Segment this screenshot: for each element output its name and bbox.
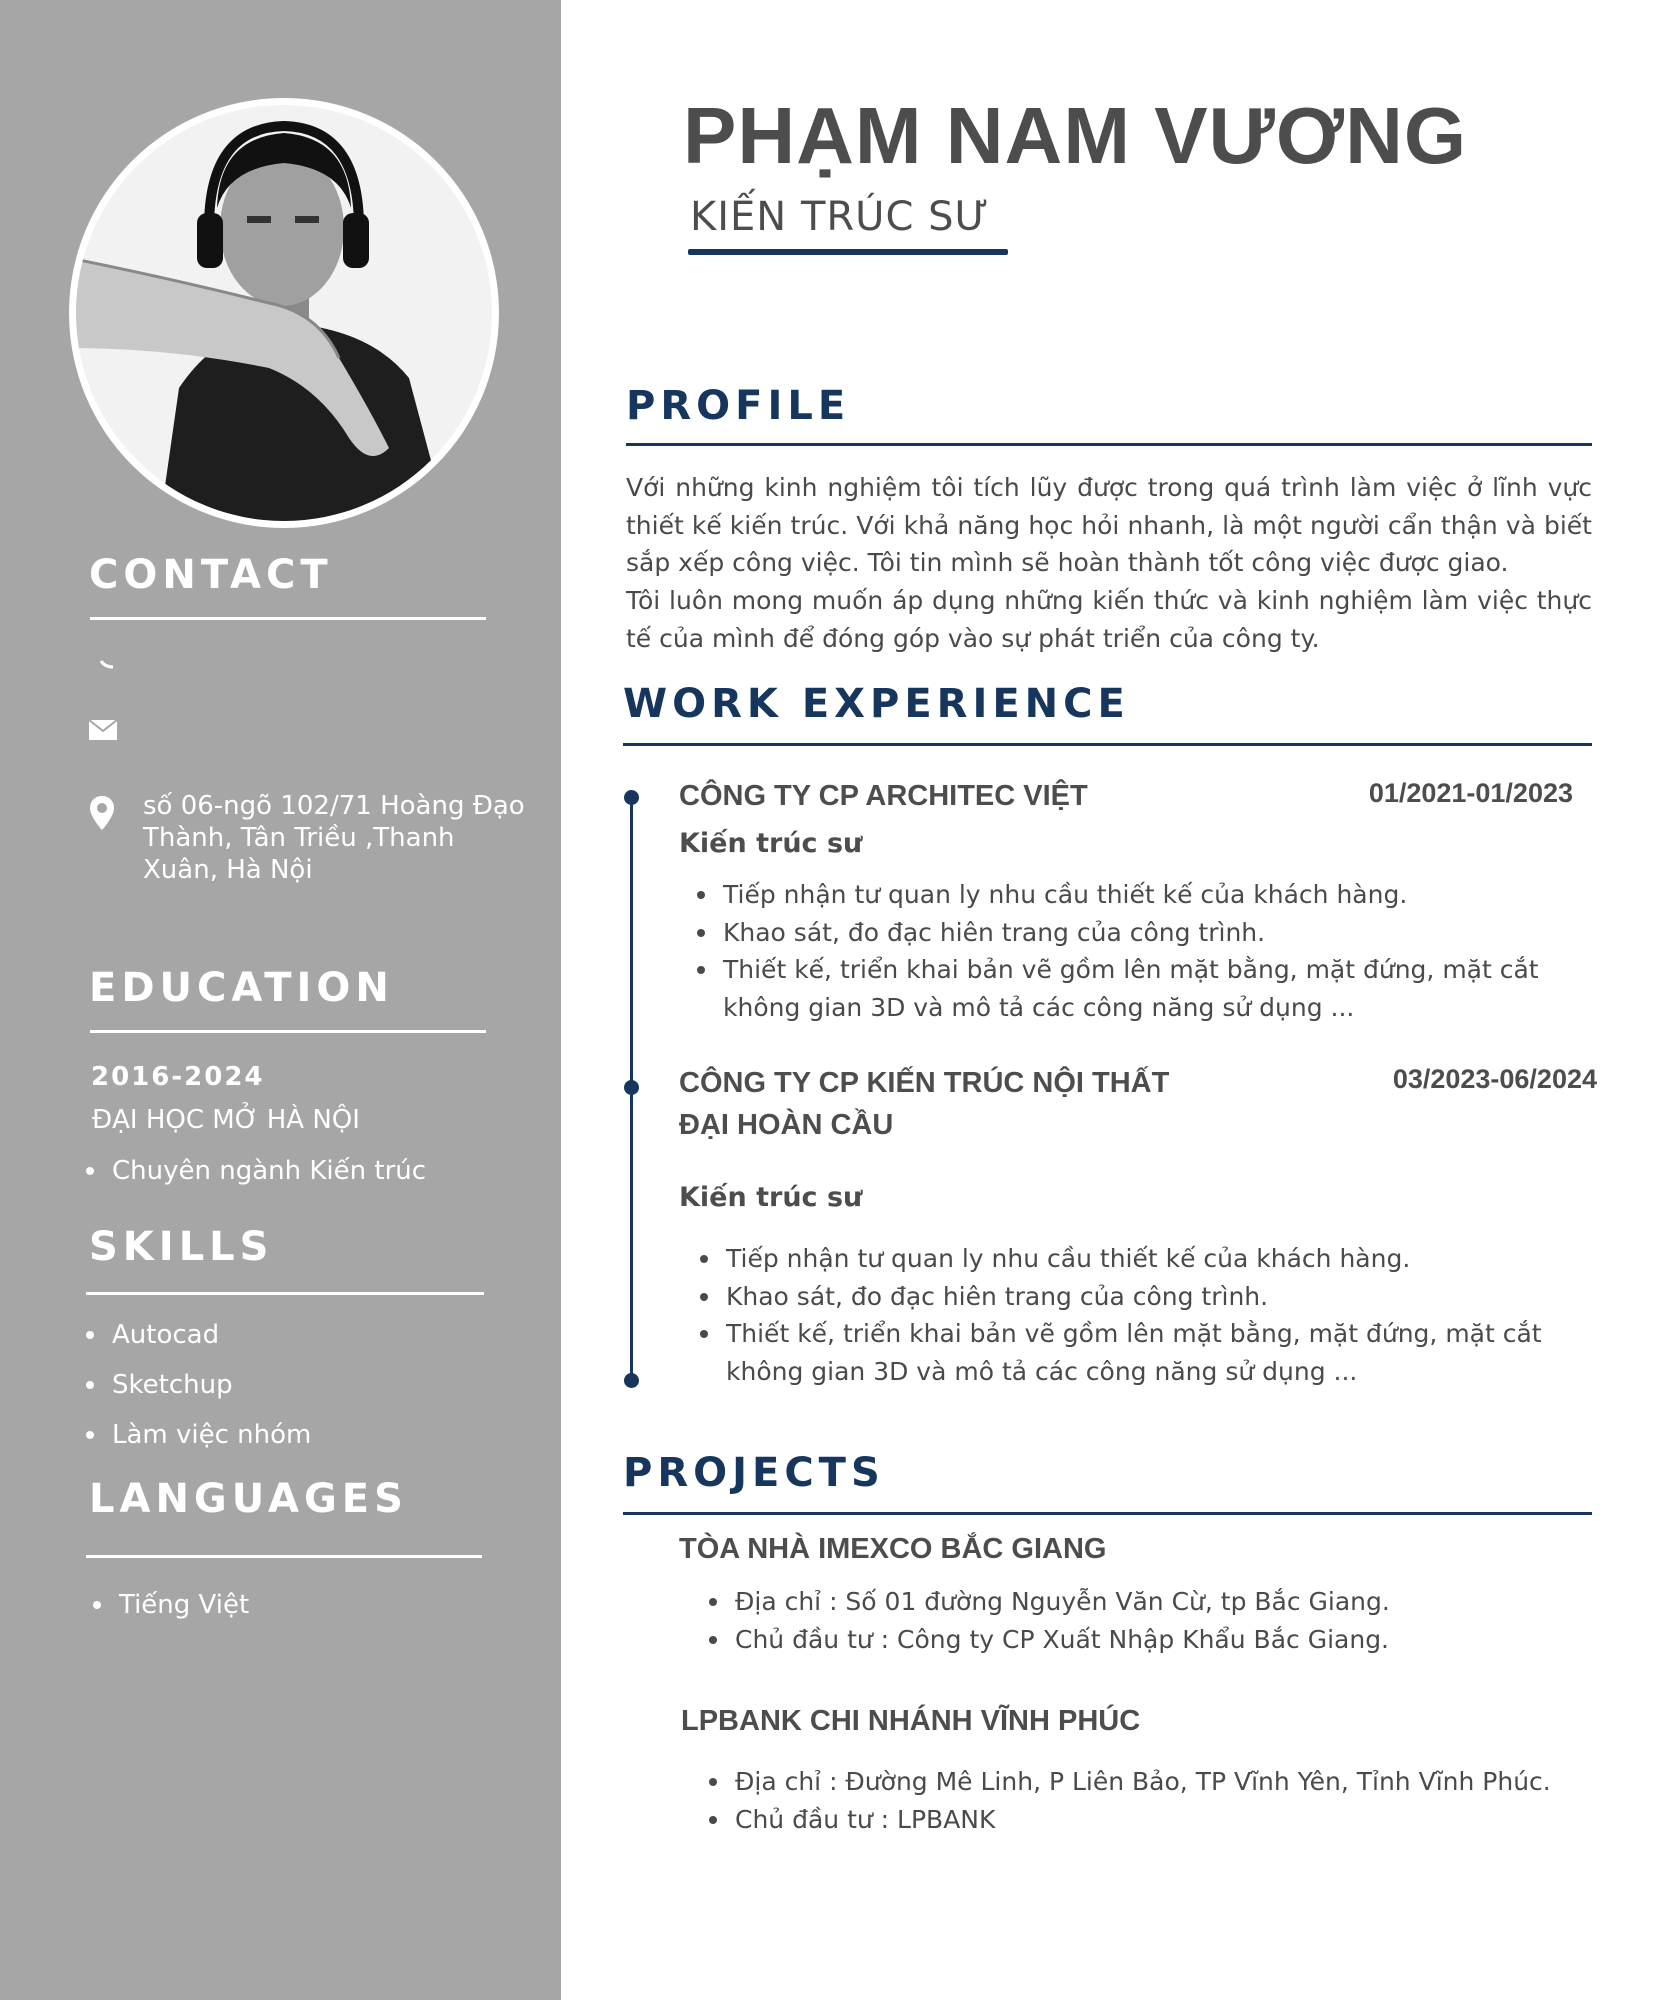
projects-heading: PROJECTS [623, 1450, 885, 1496]
project-detail: Chủ đầu tư : LPBANK [705, 1801, 1605, 1839]
project-detail: Chủ đầu tư : Công ty CP Xuất Nhập Khẩu Bắc Giang. [705, 1621, 1605, 1659]
sidebar [0, 0, 561, 2000]
job-duty: Khao sát, đo đạc hiên trang của công trình. [696, 1278, 1611, 1316]
project-name: LPBANK CHI NHÁNH VĨNH PHÚC [681, 1705, 1141, 1737]
job-date: 01/2021-01/2023 [1368, 778, 1573, 808]
job-company: CÔNG TY CP KIẾN TRÚC NỘI THẤT [679, 1067, 1170, 1099]
job-company: ĐẠI HOÀN CẦU [679, 1109, 894, 1141]
job-title: Kiến trúc sư [679, 828, 863, 859]
contact-heading: CONTACT [89, 552, 333, 598]
project-details [705, 1583, 1605, 1658]
education-list [86, 1146, 426, 1196]
profile-photo [69, 98, 499, 528]
job-duty: Thiết kế, triển khai bản vẽ gồm lên mặt bằng, mặt đứng, mặt cắt không gian 3D và mô tả các công năng sử dụng ... [696, 1315, 1611, 1390]
profile-heading: PROFILE [626, 383, 851, 429]
education-school: ĐẠI HỌC MỞ HÀ NỘI [92, 1105, 360, 1135]
contact-address: số 06-ngõ 102/71 Hoàng Đạo Thành, Tân Triều ,Thanh Xuân, Hà Nội [143, 791, 525, 885]
skill-item: Autocad [86, 1310, 311, 1360]
projects-divider [623, 1512, 1592, 1515]
education-item: Chuyên ngành Kiến trúc [86, 1146, 426, 1196]
location-pin-icon [89, 795, 115, 831]
job-duties [693, 876, 1608, 1026]
job-company: CÔNG TY CP ARCHITEC VIỆT [679, 780, 1088, 812]
job-duty: Tiếp nhận tư quan ly nhu cầu thiết kế của khách hàng. [693, 876, 1608, 914]
candidate-name: PHẠM NAM VƯƠNG [683, 91, 1468, 180]
job-date: 03/2023-06/2024 [1392, 1064, 1597, 1094]
education-heading: EDUCATION [89, 965, 394, 1011]
skills-list [86, 1310, 311, 1460]
project-details [705, 1763, 1605, 1838]
job-duties [696, 1240, 1611, 1390]
language-item: Tiếng Việt [93, 1580, 249, 1630]
phone-icon [99, 659, 121, 669]
timeline-dot [624, 1373, 639, 1388]
skills-divider [86, 1292, 484, 1295]
languages-divider [86, 1555, 482, 1558]
profile-paragraph-2: Tôi luôn mong muốn áp dụng những kiến thức và kinh nghiệm làm việc thực tế của mình để đóng góp vào sự phát triển của công ty. [626, 586, 1592, 653]
mail-icon [88, 719, 118, 741]
timeline-dot [624, 1080, 639, 1095]
job-duty: Tiếp nhận tư quan ly nhu cầu thiết kế của khách hàng. [696, 1240, 1611, 1278]
project-detail: Địa chỉ : Đường Mê Linh, P Liên Bảo, TP Vĩnh Yên, Tỉnh Vĩnh Phúc. [705, 1763, 1605, 1801]
candidate-role: KIẾN TRÚC SƯ [690, 194, 990, 240]
education-divider [90, 1030, 486, 1033]
languages-heading: LANGUAGES [89, 1476, 408, 1522]
job-title: Kiến trúc sư [679, 1182, 863, 1213]
languages-list [93, 1580, 249, 1630]
job-duty: Khao sát, đo đạc hiên trang của công trình. [693, 914, 1608, 952]
work-divider [623, 743, 1592, 746]
work-heading: WORK EXPERIENCE [623, 681, 1130, 727]
project-detail: Địa chỉ : Số 01 đường Nguyễn Văn Cừ, tp Bắc Giang. [705, 1583, 1605, 1621]
project-name: TÒA NHÀ IMEXCO BẮC GIANG [679, 1533, 1107, 1565]
timeline-dot [624, 790, 639, 805]
education-years: 2016-2024 [91, 1062, 265, 1092]
profile-paragraph-1: Với những kinh nghiệm tôi tích lũy được trong quá trình làm việc ở lĩnh vực thiết kế kiến trúc. Với khả năng học hỏi nhanh, là một người cẩn thận và biết sắp xếp công việc. Tôi tin mình sẽ hoàn thành tốt công việc được giao. [626, 473, 1592, 577]
skill-item: Sketchup [86, 1360, 311, 1410]
contact-divider [90, 617, 486, 620]
skill-item: Làm việc nhóm [86, 1410, 311, 1460]
job-duty: Thiết kế, triển khai bản vẽ gồm lên mặt bằng, mặt đứng, mặt cắt không gian 3D và mô tả các công năng sử dụng ... [693, 951, 1608, 1026]
skills-heading: SKILLS [89, 1224, 274, 1270]
role-underline [688, 249, 1008, 255]
profile-divider [626, 443, 1592, 446]
